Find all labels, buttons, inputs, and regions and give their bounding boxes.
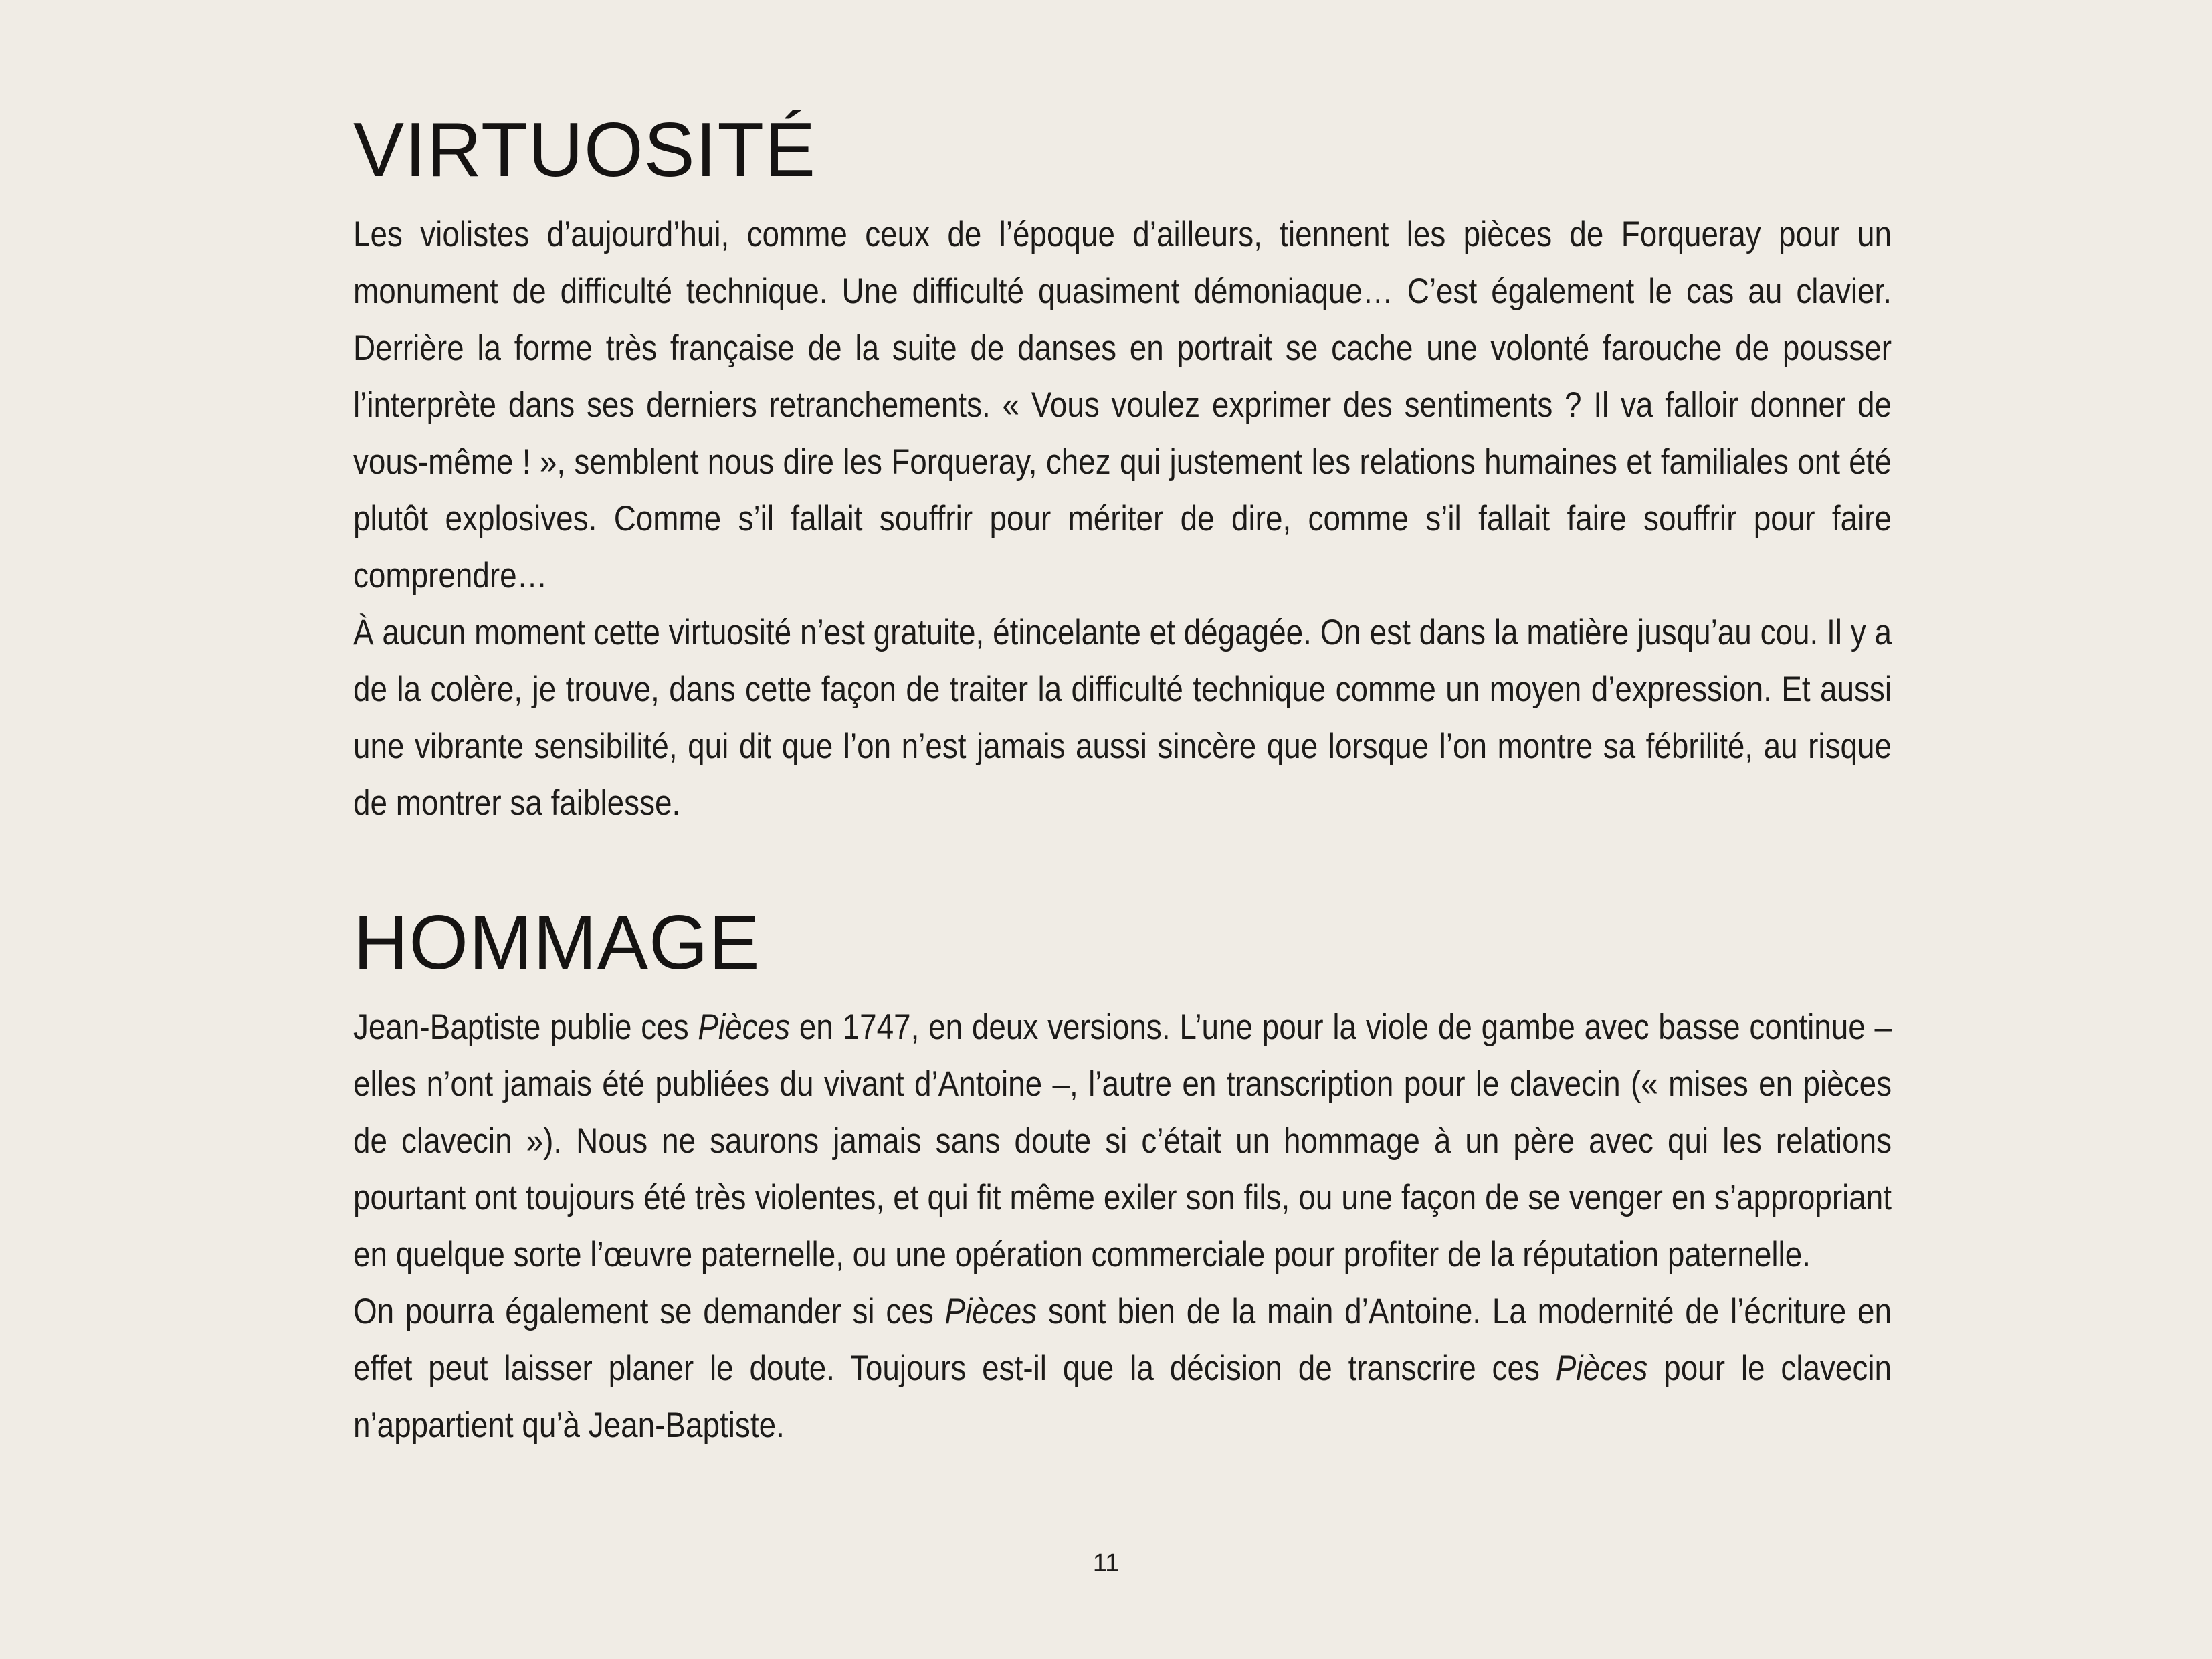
work-title: Pièces [1555, 1349, 1648, 1388]
paragraph-text: On pourra également se demander si ces [353, 1292, 945, 1331]
paragraph [353, 206, 1892, 604]
work-title: Pièces [944, 1292, 1037, 1331]
paragraph-text: en 1747, en deux versions. L’une pour la viole de gambe avec basse continue – elles n’ont jamais été publiées du vivant d’Antoine –, l’autre en transcription pour le clavecin (« mises en pièces de clavecin »). Nous ne saurons jamais sans doute si c’était un hommage à un père avec qui les relations pourtant ont toujours été très violentes, et qui fit même exiler son fils, ou une façon de se venger en s’appropriant en quelque sorte l’œuvre paternelle, ou une opération commerciale pour profiter de la réputation paternelle. [353, 1007, 1892, 1274]
paragraph [353, 604, 1892, 832]
section-title-hommage: HOMMAGE [353, 900, 761, 985]
page-number: 11 [1092, 1549, 1120, 1577]
paragraph-text: Jean-Baptiste publie ces [353, 1007, 698, 1047]
section-title-virtuosite: VIRTUOSITÉ [353, 108, 816, 193]
paragraph-text: sont bien de la main d’Antoine. La modernité de l’écriture en effet peut laisser planer le doute. Toujours est-il que la décision de transcrire ces [353, 1292, 1892, 1388]
page-content [353, 108, 1892, 1454]
paragraph-text: pour le clavecin n’appartient qu’à Jean-Baptiste. [353, 1349, 1892, 1445]
work-title: Pièces [698, 1007, 791, 1047]
paragraph [353, 999, 1892, 1283]
paragraph-text: À aucun moment cette virtuosité n’est gratuite, étincelante et dégagée. On est dans la matière jusqu’au cou. Il y a de la colère, je trouve, dans cette façon de traiter la difficulté technique comme un moyen d’expression. Et aussi une vibrante sensibilité, qui dit que l’on n’est jamais aussi sincère que lorsque l’on montre sa fébrilité, au risque de montrer sa faiblesse. [353, 613, 1892, 823]
paragraph-text: Les violistes d’aujourd’hui, comme ceux de l’époque d’ailleurs, tiennent les pièces de Forqueray pour un monument de difficulté technique. Une difficulté quasiment démoniaque… C’est également le cas au clavier. Derrière la forme très française de la suite de danses en portrait se cache une volonté farouche de pousser l’interprète dans ses derniers retranchements. « Vous voulez exprimer des sentiments ? Il va falloir donner de vous-même ! », semblent nous dire les Forqueray, chez qui justement les relations humaines et familiales ont été plutôt explosives. Comme s’il fallait souffrir pour mériter de dire, comme s’il fallait faire souffrir pour faire comprendre… [353, 215, 1892, 595]
paragraph [353, 1283, 1892, 1454]
